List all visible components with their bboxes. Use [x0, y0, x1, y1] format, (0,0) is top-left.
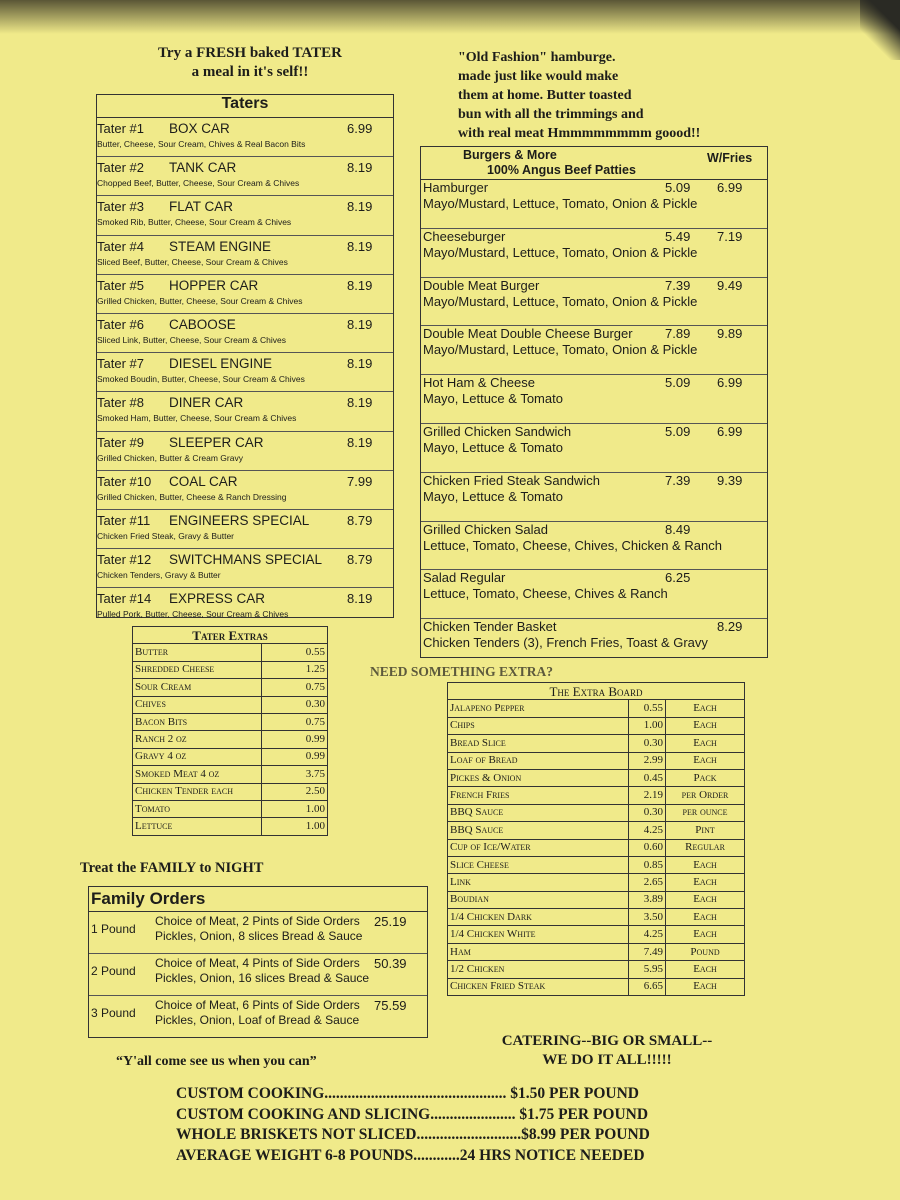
- extra-board-row: [448, 961, 745, 978]
- family-order-price: 50.39: [374, 956, 407, 971]
- tater-name: EXPRESS CAR: [169, 591, 266, 607]
- burger-item: [421, 522, 767, 571]
- burger-item: [421, 473, 767, 522]
- extra-item-price: 0.30: [629, 804, 666, 821]
- family-order-size: 3 Pound: [91, 1006, 136, 1020]
- tater-extra-price: 1.00: [262, 818, 328, 835]
- tater-price: 8.19: [347, 238, 373, 254]
- extra-item-unit: Each: [666, 909, 745, 926]
- tater-price: 7.99: [347, 473, 373, 489]
- burger-name: Chicken Fried Steak Sandwich: [423, 472, 601, 488]
- tater-item: [97, 118, 393, 157]
- tater-name: SLEEPER CAR: [169, 434, 264, 450]
- extra-item-name: Jalapeno Pepper: [448, 700, 629, 717]
- burgers-subtitle: 100% Angus Beef Patties: [487, 163, 636, 177]
- burger-item: [421, 180, 767, 229]
- tater-extra-price: 1.25: [262, 661, 328, 678]
- extra-item-price: 3.89: [629, 891, 666, 908]
- burger-description: Mayo/Mustard, Lettuce, Tomato, Onion & Pickle: [423, 293, 698, 309]
- extra-item-price: 6.65: [629, 978, 666, 995]
- tater-price: 8.79: [347, 552, 373, 568]
- burger-description: Mayo, Lettuce & Tomato: [423, 488, 563, 504]
- taters-menu-box: [96, 94, 394, 618]
- extra-item-unit: Each: [666, 717, 745, 734]
- tater-name: CABOOSE: [169, 316, 236, 332]
- burger-name: Grilled Chicken Salad: [423, 521, 549, 537]
- tater-number: Tater #1: [97, 121, 144, 136]
- burger-name: Cheeseburger: [423, 228, 506, 244]
- extra-item-name: Chicken Fried Steak: [448, 978, 629, 995]
- burger-price: 6.25: [665, 570, 691, 586]
- extra-item-price: 7.49: [629, 943, 666, 960]
- extra-board-row: [448, 787, 745, 804]
- burger-fries-price: 6.99: [717, 180, 743, 195]
- tater-name: ENGINEERS SPECIAL: [169, 512, 310, 528]
- extra-item-name: Link: [448, 874, 629, 891]
- burger-name: Double Meat Double Cheese Burger: [423, 326, 633, 342]
- tater-number: Tater #7: [97, 356, 144, 372]
- tater-item: [97, 588, 393, 626]
- extra-board-row: [448, 856, 745, 873]
- tater-description: Grilled Chicken, Butter, Cheese, Sour Cream & Chives: [97, 295, 303, 306]
- tater-name: TANK CAR: [169, 160, 237, 176]
- tater-extra-name: Gravy 4 oz: [133, 748, 262, 765]
- family-order-line: Choice of Meat, 4 Pints of Side Orders: [155, 956, 360, 970]
- family-order-item: [89, 954, 427, 996]
- burger-intro: [458, 48, 700, 143]
- tater-extras-table: [132, 626, 328, 836]
- extra-item-unit: Each: [666, 978, 745, 995]
- catering-heading-line: WE DO IT ALL!!!!!: [542, 1052, 672, 1068]
- tater-number: Tater #11: [97, 512, 151, 528]
- tater-item: [97, 392, 393, 431]
- extra-item-price: 2.65: [629, 874, 666, 891]
- burger-price: 8.49: [665, 521, 691, 537]
- extra-board-row: [448, 822, 745, 839]
- tater-extra-name: Lettuce: [133, 818, 262, 835]
- tater-price: 8.79: [347, 512, 373, 528]
- page-shadow-top: [0, 0, 900, 34]
- extra-item-name: Loaf of Bread: [448, 752, 629, 769]
- burger-price: 5.09: [665, 423, 691, 439]
- burger-description: Mayo/Mustard, Lettuce, Tomato, Onion & Pickle: [423, 196, 698, 211]
- tater-extra-row: [133, 696, 328, 713]
- extra-item-price: 0.45: [629, 769, 666, 786]
- extra-item-name: BBQ Sauce: [448, 804, 629, 821]
- burger-intro-line: bun with all the trimmings and: [458, 107, 644, 122]
- tater-extra-row: [133, 661, 328, 678]
- family-order-price: 75.59: [374, 998, 407, 1013]
- tater-number: Tater #12: [97, 552, 152, 568]
- extra-board-row: [448, 909, 745, 926]
- tater-price: 8.19: [347, 591, 373, 607]
- burgers-menu-box: [420, 146, 768, 658]
- burgers-header: [421, 147, 767, 180]
- tater-price: 8.19: [347, 277, 373, 293]
- tater-extra-name: Butter: [133, 644, 262, 661]
- burger-name: Hamburger: [423, 180, 489, 195]
- tater-extra-price: 0.75: [262, 713, 328, 730]
- burger-fries-price: 6.99: [717, 423, 743, 439]
- tater-name: DIESEL ENGINE: [169, 356, 273, 372]
- burger-intro-line: made just like would make: [458, 69, 619, 84]
- extra-item-price: 0.85: [629, 856, 666, 873]
- burger-item: [421, 424, 767, 473]
- tater-number: Tater #8: [97, 395, 144, 411]
- tater-description: Grilled Chicken, Butter & Cream Gravy: [97, 452, 243, 463]
- need-extra-heading: NEED SOMETHING EXTRA?: [370, 664, 554, 679]
- tater-extra-row: [133, 679, 328, 696]
- family-order-item: [89, 996, 427, 1037]
- burger-description: Chicken Tenders (3), French Fries, Toast & Gravy: [423, 635, 708, 651]
- burger-fries-price: 6.99: [717, 375, 743, 391]
- burger-description: Lettuce, Tomato, Cheese, Chives, Chicken & Ranch: [423, 537, 722, 553]
- taters-list: [97, 118, 393, 626]
- tater-item: [97, 432, 393, 471]
- tater-extra-row: [133, 748, 328, 765]
- extra-item-name: 1/4 Chicken Dark: [448, 909, 629, 926]
- tater-description: Chopped Beef, Butter, Cheese, Sour Cream & Chives: [97, 178, 300, 189]
- burger-item: [421, 619, 767, 667]
- extra-item-unit: Each: [666, 856, 745, 873]
- burger-intro-line: with real meat Hmmmmmmmm goood!!: [458, 126, 701, 141]
- burger-price: 5.09: [665, 180, 691, 195]
- family-order-item: [89, 912, 427, 954]
- tater-description: Chicken Fried Steak, Gravy & Butter: [97, 530, 234, 541]
- extra-item-unit: Each: [666, 961, 745, 978]
- tater-extra-price: 0.55: [262, 644, 328, 661]
- burger-item: [421, 570, 767, 619]
- burger-description: Mayo, Lettuce & Tomato: [423, 439, 563, 455]
- extra-board-row: [448, 891, 745, 908]
- burger-description: Mayo/Mustard, Lettuce, Tomato, Onion & Pickle: [423, 342, 698, 358]
- tater-number: Tater #4: [97, 238, 144, 254]
- extra-item-unit: Pint: [666, 822, 745, 839]
- extra-board-row: [448, 839, 745, 856]
- tater-item: [97, 510, 393, 549]
- burgers-title: Burgers & More: [463, 148, 557, 162]
- tater-extra-price: 0.30: [262, 696, 328, 713]
- extra-item-price: 0.60: [629, 839, 666, 856]
- tater-extra-row: [133, 731, 328, 748]
- extra-item-unit: per ounce: [666, 804, 745, 821]
- burger-description: Mayo, Lettuce & Tomato: [423, 391, 563, 407]
- tater-item: [97, 196, 393, 235]
- catering-line: AVERAGE WEIGHT 6-8 POUNDS............24 HRS NOTICE NEEDED: [176, 1146, 645, 1164]
- tater-extra-price: 3.75: [262, 766, 328, 783]
- tater-description: Chicken Tenders, Gravy & Butter: [97, 570, 221, 581]
- extra-item-name: French Fries: [448, 787, 629, 804]
- tater-extra-row: [133, 766, 328, 783]
- extra-board-row: [448, 735, 745, 752]
- tater-description: Sliced Link, Butter, Cheese, Sour Cream & Chives: [97, 334, 286, 345]
- tater-extra-price: 0.99: [262, 748, 328, 765]
- tater-extra-row: [133, 783, 328, 800]
- catering-heading-line: CATERING--BIG OR SMALL--: [501, 1033, 713, 1049]
- extra-board-row: [448, 700, 745, 717]
- tater-extra-row: [133, 818, 328, 835]
- tater-intro-line: Try a FRESH baked TATER: [158, 45, 342, 61]
- catering-heading: [472, 1032, 742, 1070]
- tater-number: Tater #10: [97, 473, 152, 489]
- family-order-line: Pickles, Onion, Loaf of Bread & Sauce: [155, 1013, 360, 1027]
- tater-extra-row: [133, 644, 328, 661]
- tater-item: [97, 353, 393, 392]
- family-orders-title: Family Orders: [89, 887, 427, 912]
- extra-item-name: 1/2 Chicken: [448, 961, 629, 978]
- page-shadow-corner: [860, 0, 900, 60]
- burger-description: Lettuce, Tomato, Cheese, Chives & Ranch: [423, 586, 668, 602]
- tater-price: 8.19: [347, 199, 373, 215]
- tater-extra-name: Chicken Tender each: [133, 783, 262, 800]
- burger-item: [421, 229, 767, 278]
- tater-description: Butter, Cheese, Sour Cream, Chives & Real Bacon Bits: [97, 139, 306, 149]
- burger-intro-line: them at home. Butter toasted: [458, 88, 632, 103]
- extra-item-price: 2.99: [629, 752, 666, 769]
- extra-item-name: Slice Cheese: [448, 856, 629, 873]
- extra-item-unit: Each: [666, 891, 745, 908]
- tater-description: Pulled Pork, Butter, Cheese, Sour Cream & Chives: [97, 609, 289, 620]
- extra-board-row: [448, 978, 745, 995]
- family-order-size: 2 Pound: [91, 964, 136, 978]
- tater-intro: [120, 44, 380, 82]
- extra-item-unit: Each: [666, 752, 745, 769]
- burger-fries-price: 9.39: [717, 472, 743, 488]
- extra-item-unit: Each: [666, 700, 745, 717]
- come-see-us: “Y'all come see us when you can”: [116, 1054, 317, 1069]
- extra-item-unit: Each: [666, 926, 745, 943]
- extra-board-row: [448, 752, 745, 769]
- burger-name: Chicken Tender Basket: [423, 619, 557, 635]
- tater-name: STEAM ENGINE: [169, 238, 272, 254]
- extra-item-name: Cup of Ice/Water: [448, 839, 629, 856]
- extra-item-price: 0.30: [629, 735, 666, 752]
- burger-price: 7.39: [665, 472, 691, 488]
- extra-item-name: Ham: [448, 943, 629, 960]
- extra-item-unit: Each: [666, 735, 745, 752]
- tater-extra-price: 1.00: [262, 800, 328, 817]
- burger-fries-price: 7.19: [717, 228, 743, 244]
- tater-extra-name: Ranch 2 oz: [133, 731, 262, 748]
- tater-description: Smoked Rib, Butter, Cheese, Sour Cream & Chives: [97, 217, 292, 228]
- tater-item: [97, 275, 393, 314]
- extra-item-name: Pickes & Onion: [448, 769, 629, 786]
- burger-description: Mayo/Mustard, Lettuce, Tomato, Onion & Pickle: [423, 244, 698, 260]
- tater-number: Tater #2: [97, 160, 144, 176]
- tater-name: DINER CAR: [169, 395, 244, 411]
- taters-title: Taters: [97, 95, 393, 118]
- tater-name: COAL CAR: [169, 473, 238, 489]
- tater-extra-name: Shredded Cheese: [133, 661, 262, 678]
- burger-name: Hot Ham & Cheese: [423, 375, 535, 391]
- tater-item: [97, 471, 393, 510]
- extra-item-unit: per Order: [666, 787, 745, 804]
- catering-line: CUSTOM COOKING AND SLICING...................... $1.75 PER POUND: [176, 1105, 649, 1123]
- tater-price: 8.19: [347, 356, 373, 372]
- family-order-line: Choice of Meat, 6 Pints of Side Orders: [155, 998, 360, 1012]
- burger-price: 7.39: [665, 277, 691, 293]
- extra-item-price: 4.25: [629, 926, 666, 943]
- extra-item-unit: Pack: [666, 769, 745, 786]
- extra-board-row: [448, 769, 745, 786]
- burger-name: Salad Regular: [423, 570, 506, 586]
- catering-line: CUSTOM COOKING............................................... $1.50 PER POUND: [176, 1085, 640, 1102]
- catering-prices: [176, 1084, 650, 1166]
- tater-price: 8.19: [347, 160, 373, 176]
- burger-price: 5.09: [665, 375, 691, 391]
- extra-item-price: 3.50: [629, 909, 666, 926]
- burger-item: [421, 326, 767, 375]
- burger-fries-price: 9.89: [717, 326, 743, 342]
- extra-item-name: 1/4 Chicken White: [448, 926, 629, 943]
- family-orders-list: [89, 912, 427, 1037]
- extra-item-name: Chips: [448, 717, 629, 734]
- burger-price: 7.89: [665, 326, 691, 342]
- tater-extra-name: Chives: [133, 696, 262, 713]
- extra-board-row: [448, 804, 745, 821]
- tater-number: Tater #9: [97, 434, 144, 450]
- extra-item-price: 0.55: [629, 700, 666, 717]
- tater-extra-row: [133, 713, 328, 730]
- extra-item-unit: Pound: [666, 943, 745, 960]
- tater-item: [97, 157, 393, 196]
- extra-item-name: BBQ Sauce: [448, 822, 629, 839]
- burger-intro-line: "Old Fashion" hamburge.: [458, 50, 616, 65]
- tater-name: SWITCHMANS SPECIAL: [169, 552, 323, 568]
- tater-number: Tater #6: [97, 316, 144, 332]
- extra-item-name: Boudian: [448, 891, 629, 908]
- tater-price: 8.19: [347, 395, 373, 411]
- tater-number: Tater #5: [97, 277, 144, 293]
- extra-item-price: 1.00: [629, 717, 666, 734]
- tater-description: Smoked Boudin, Butter, Cheese, Sour Cream & Chives: [97, 374, 305, 385]
- tater-extra-row: [133, 800, 328, 817]
- extra-item-unit: Regular: [666, 839, 745, 856]
- tater-extra-price: 2.50: [262, 783, 328, 800]
- catering-line: WHOLE BRISKETS NOT SLICED...........................$8.99 PER POUND: [176, 1126, 650, 1143]
- family-order-line: Pickles, Onion, 16 slices Bread & Sauce: [155, 971, 370, 985]
- tater-number: Tater #14: [97, 591, 152, 607]
- burgers-list: [421, 180, 767, 667]
- tater-extra-price: 0.99: [262, 731, 328, 748]
- burger-name: Double Meat Burger: [423, 277, 540, 293]
- tater-name: HOPPER CAR: [169, 277, 259, 293]
- burger-item: [421, 375, 767, 424]
- tater-name: FLAT CAR: [169, 199, 234, 215]
- family-order-line: Pickles, Onion, 8 slices Bread & Sauce: [155, 929, 363, 943]
- family-intro: Treat the FAMILY to NIGHT: [80, 860, 264, 876]
- extra-board-table: [447, 682, 745, 996]
- tater-extra-name: Tomato: [133, 800, 262, 817]
- extra-item-price: 4.25: [629, 822, 666, 839]
- extra-board-row: [448, 717, 745, 734]
- tater-price: 8.19: [347, 434, 373, 450]
- tater-description: Sliced Beef, Butter, Cheese, Sour Cream & Chives: [97, 256, 288, 267]
- family-order-price: 25.19: [374, 914, 407, 929]
- tater-intro-line: a meal in it's self!!: [191, 64, 309, 80]
- extra-board-row: [448, 943, 745, 960]
- extra-item-name: Bread Slice: [448, 735, 629, 752]
- extra-item-price: 5.95: [629, 961, 666, 978]
- tater-extra-price: 0.75: [262, 679, 328, 696]
- tater-name: BOX CAR: [169, 121, 230, 136]
- tater-extra-name: Sour Cream: [133, 679, 262, 696]
- burger-name: Grilled Chicken Sandwich: [423, 423, 572, 439]
- extra-board-title: The Extra Board: [448, 683, 745, 700]
- tater-description: Grilled Chicken, Butter, Cheese & Ranch Dressing: [97, 491, 287, 502]
- tater-number: Tater #3: [97, 199, 144, 215]
- extra-board-row: [448, 874, 745, 891]
- family-orders-box: [88, 886, 428, 1038]
- family-order-line: Choice of Meat, 2 Pints of Side Orders: [155, 914, 360, 928]
- extra-board-row: [448, 926, 745, 943]
- tater-item: [97, 549, 393, 588]
- fries-column-label: W/Fries: [707, 151, 753, 165]
- tater-extra-name: Smoked Meat 4 oz: [133, 766, 262, 783]
- tater-price: 8.19: [347, 316, 373, 332]
- tater-extras-title: Tater Extras: [133, 627, 328, 644]
- tater-item: [97, 236, 393, 275]
- burger-price: 5.49: [665, 228, 691, 244]
- tater-extra-name: Bacon Bits: [133, 713, 262, 730]
- burger-item: [421, 278, 767, 327]
- extra-item-price: 2.19: [629, 787, 666, 804]
- burger-fries-price: 8.29: [717, 619, 743, 635]
- tater-description: Smoked Ham, Butter, Cheese, Sour Cream & Chives: [97, 413, 297, 424]
- tater-price: 6.99: [347, 121, 373, 136]
- tater-item: [97, 314, 393, 353]
- family-order-size: 1 Pound: [91, 922, 136, 936]
- burger-fries-price: 9.49: [717, 277, 743, 293]
- extra-item-unit: Each: [666, 874, 745, 891]
